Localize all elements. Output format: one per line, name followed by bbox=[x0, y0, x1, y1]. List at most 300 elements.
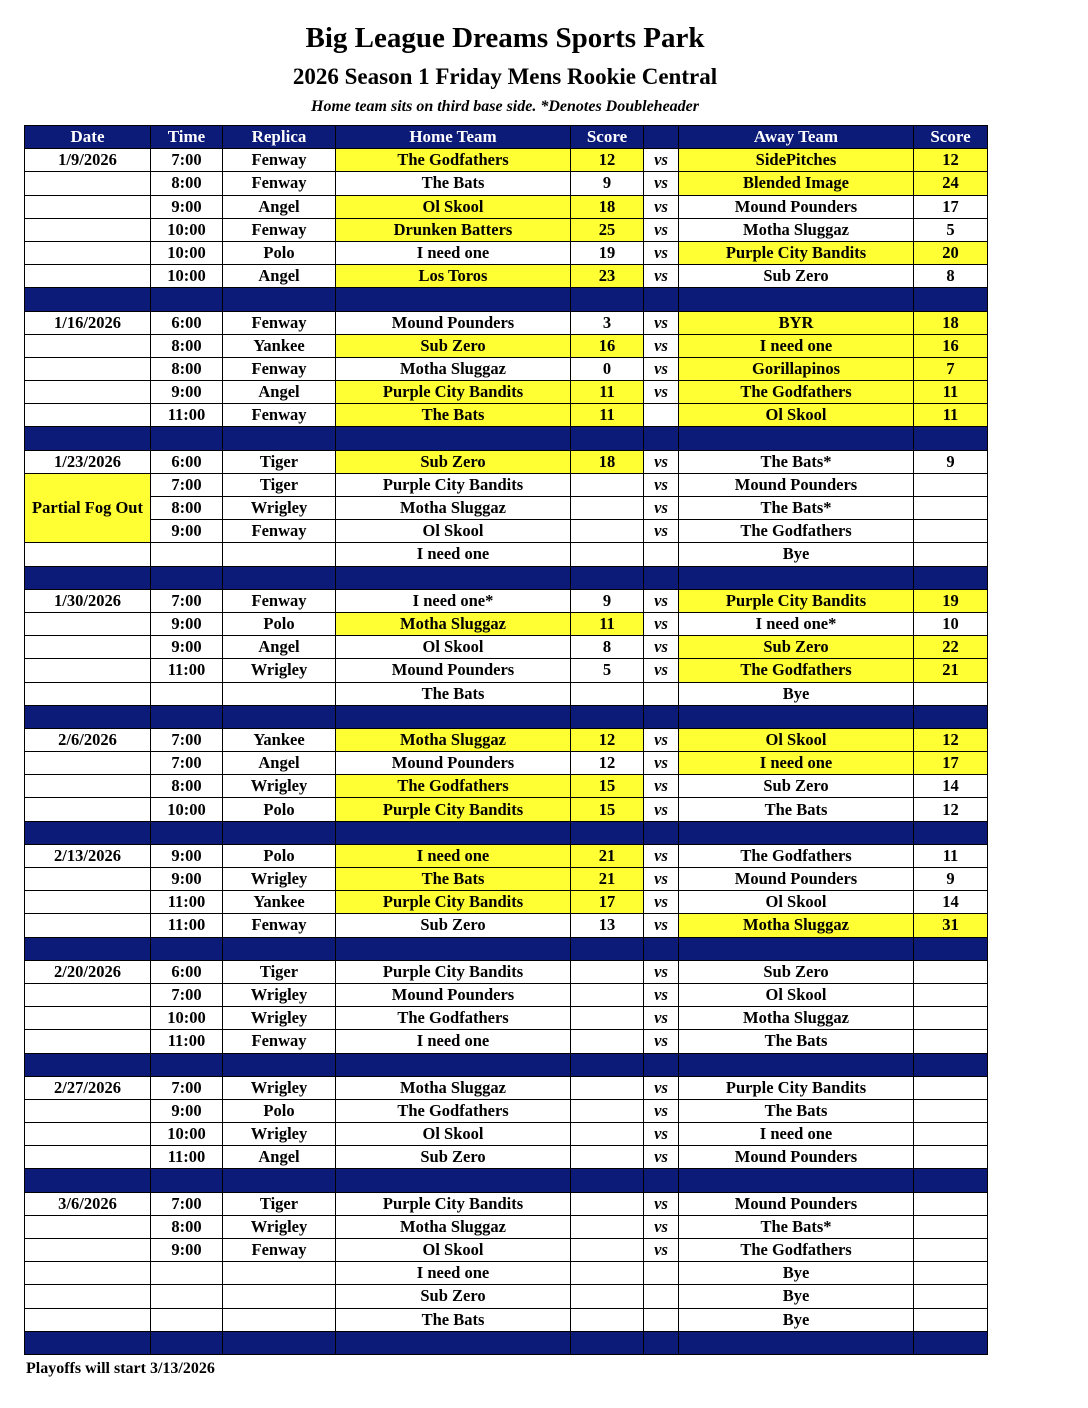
game-field: Fenway bbox=[223, 1030, 336, 1053]
game-time: 11:00 bbox=[151, 914, 223, 937]
game-date-empty bbox=[25, 1030, 151, 1053]
game-time: 7:00 bbox=[151, 752, 223, 775]
game-time: 9:00 bbox=[151, 520, 223, 543]
game-time: 9:00 bbox=[151, 381, 223, 404]
away-team: I need one bbox=[679, 1123, 914, 1146]
versus bbox=[644, 682, 679, 705]
away-team: The Bats bbox=[679, 798, 914, 821]
separator-cell bbox=[151, 1169, 223, 1192]
versus: vs bbox=[644, 960, 679, 983]
home-score: 12 bbox=[571, 752, 644, 775]
game-field bbox=[223, 1262, 336, 1285]
separator-cell bbox=[336, 1053, 571, 1076]
separator-cell bbox=[679, 705, 914, 728]
separator-cell bbox=[679, 566, 914, 589]
separator-cell bbox=[336, 288, 571, 311]
home-score: 11 bbox=[571, 381, 644, 404]
away-team: Motha Sluggaz bbox=[679, 1007, 914, 1030]
game-field: Polo bbox=[223, 1099, 336, 1122]
separator-cell bbox=[571, 1169, 644, 1192]
home-team: Motha Sluggaz bbox=[336, 1215, 571, 1238]
game-time: 9:00 bbox=[151, 844, 223, 867]
separator-cell bbox=[25, 1053, 151, 1076]
game-field: Wrigley bbox=[223, 1076, 336, 1099]
game-date-empty bbox=[25, 404, 151, 427]
game-time: 8:00 bbox=[151, 334, 223, 357]
table-row bbox=[25, 612, 988, 635]
separator-cell bbox=[914, 427, 988, 450]
away-team: I need one bbox=[679, 334, 914, 357]
game-date: 2/13/2026 bbox=[25, 844, 151, 867]
game-date: 2/20/2026 bbox=[25, 960, 151, 983]
separator-cell bbox=[571, 288, 644, 311]
game-field: Fenway bbox=[223, 914, 336, 937]
table-row bbox=[25, 1007, 988, 1030]
away-score bbox=[914, 682, 988, 705]
away-score bbox=[914, 1146, 988, 1169]
away-team: Sub Zero bbox=[679, 960, 914, 983]
game-date-empty bbox=[25, 636, 151, 659]
game-date-empty bbox=[25, 682, 151, 705]
versus: vs bbox=[644, 891, 679, 914]
game-date-empty bbox=[25, 775, 151, 798]
game-time bbox=[151, 682, 223, 705]
home-team: Mound Pounders bbox=[336, 752, 571, 775]
away-score: 16 bbox=[914, 334, 988, 357]
away-score bbox=[914, 960, 988, 983]
versus: vs bbox=[644, 450, 679, 473]
week-separator bbox=[25, 566, 988, 589]
separator-cell bbox=[914, 566, 988, 589]
separator-cell bbox=[644, 705, 679, 728]
home-team: I need one* bbox=[336, 589, 571, 612]
home-team: Purple City Bandits bbox=[336, 381, 571, 404]
home-team: Drunken Batters bbox=[336, 218, 571, 241]
home-score: 15 bbox=[571, 775, 644, 798]
away-score: 12 bbox=[914, 149, 988, 172]
separator-cell bbox=[644, 1053, 679, 1076]
game-field: Polo bbox=[223, 844, 336, 867]
versus: vs bbox=[644, 241, 679, 264]
separator-cell bbox=[914, 821, 988, 844]
away-score bbox=[914, 1262, 988, 1285]
col-away-team-header: Away Team bbox=[679, 126, 914, 149]
table-row bbox=[25, 960, 988, 983]
separator-cell bbox=[644, 1331, 679, 1354]
table-row bbox=[25, 357, 988, 380]
versus: vs bbox=[644, 589, 679, 612]
home-team: I need one bbox=[336, 1262, 571, 1285]
home-team: Purple City Bandits bbox=[336, 473, 571, 496]
game-field: Fenway bbox=[223, 404, 336, 427]
game-time: 7:00 bbox=[151, 149, 223, 172]
game-date-empty bbox=[25, 914, 151, 937]
table-header-row bbox=[25, 126, 988, 149]
separator-cell bbox=[223, 821, 336, 844]
home-team: Sub Zero bbox=[336, 1146, 571, 1169]
game-date: 1/9/2026 bbox=[25, 149, 151, 172]
away-team: The Godfathers bbox=[679, 844, 914, 867]
home-team: The Godfathers bbox=[336, 149, 571, 172]
separator-cell bbox=[223, 705, 336, 728]
game-date-empty bbox=[25, 983, 151, 1006]
page-subtitle: 2026 Season 1 Friday Mens Rookie Central bbox=[292, 64, 718, 89]
home-team: Sub Zero bbox=[336, 1285, 571, 1308]
home-team: I need one bbox=[336, 241, 571, 264]
versus: vs bbox=[644, 983, 679, 1006]
game-date-empty bbox=[25, 1007, 151, 1030]
home-team: The Godfathers bbox=[336, 775, 571, 798]
home-team: The Bats bbox=[336, 404, 571, 427]
home-team: Sub Zero bbox=[336, 334, 571, 357]
home-team: Motha Sluggaz bbox=[336, 497, 571, 520]
game-field: Polo bbox=[223, 798, 336, 821]
separator-cell bbox=[914, 1053, 988, 1076]
away-team: The Bats* bbox=[679, 497, 914, 520]
separator-cell bbox=[151, 427, 223, 450]
away-score bbox=[914, 1239, 988, 1262]
game-field: Wrigley bbox=[223, 775, 336, 798]
game-field bbox=[223, 543, 336, 566]
game-field: Polo bbox=[223, 612, 336, 635]
table-row bbox=[25, 1123, 988, 1146]
away-team: The Godfathers bbox=[679, 1239, 914, 1262]
table-row bbox=[25, 775, 988, 798]
away-team: The Godfathers bbox=[679, 520, 914, 543]
game-field: Wrigley bbox=[223, 1215, 336, 1238]
away-score bbox=[914, 520, 988, 543]
game-time: 6:00 bbox=[151, 960, 223, 983]
schedule-note: Home team sits on third base side. *Denotes Doubleheader bbox=[311, 98, 699, 115]
table-row bbox=[25, 450, 988, 473]
home-team: Sub Zero bbox=[336, 914, 571, 937]
game-field: Wrigley bbox=[223, 868, 336, 891]
week-separator bbox=[25, 1053, 988, 1076]
away-team: Sub Zero bbox=[679, 636, 914, 659]
separator-cell bbox=[336, 937, 571, 960]
game-date-empty bbox=[25, 798, 151, 821]
game-field: Fenway bbox=[223, 357, 336, 380]
table-row bbox=[25, 218, 988, 241]
table-row bbox=[25, 983, 988, 1006]
home-team: Motha Sluggaz bbox=[336, 357, 571, 380]
away-score: 11 bbox=[914, 381, 988, 404]
game-date-empty bbox=[25, 1123, 151, 1146]
week-note: Partial Fog Out bbox=[25, 473, 151, 543]
game-date-empty bbox=[25, 659, 151, 682]
away-team: Gorillapinos bbox=[679, 357, 914, 380]
game-date-empty bbox=[25, 265, 151, 288]
away-score: 11 bbox=[914, 404, 988, 427]
separator-cell bbox=[151, 1331, 223, 1354]
separator-cell bbox=[914, 705, 988, 728]
away-team: Mound Pounders bbox=[679, 1146, 914, 1169]
away-score bbox=[914, 1030, 988, 1053]
game-date-empty bbox=[25, 752, 151, 775]
away-score: 12 bbox=[914, 798, 988, 821]
home-team: Purple City Bandits bbox=[336, 1192, 571, 1215]
game-time bbox=[151, 1262, 223, 1285]
home-score: 25 bbox=[571, 218, 644, 241]
separator-cell bbox=[914, 288, 988, 311]
col-time-header: Time bbox=[151, 126, 223, 149]
away-team: Mound Pounders bbox=[679, 1192, 914, 1215]
away-team: The Bats bbox=[679, 1099, 914, 1122]
home-team: The Bats bbox=[336, 1308, 571, 1331]
schedule-table bbox=[24, 125, 988, 1355]
col-date-header: Date bbox=[25, 126, 151, 149]
separator-cell bbox=[571, 821, 644, 844]
away-team: The Godfathers bbox=[679, 659, 914, 682]
home-team: Sub Zero bbox=[336, 450, 571, 473]
away-team: Mound Pounders bbox=[679, 473, 914, 496]
separator-cell bbox=[336, 821, 571, 844]
separator-cell bbox=[571, 937, 644, 960]
home-score bbox=[571, 1215, 644, 1238]
versus: vs bbox=[644, 265, 679, 288]
home-team: Purple City Bandits bbox=[336, 891, 571, 914]
game-field: Tiger bbox=[223, 473, 336, 496]
separator-cell bbox=[336, 427, 571, 450]
home-team: Purple City Bandits bbox=[336, 798, 571, 821]
table-row bbox=[25, 798, 988, 821]
col-away-score-header: Score bbox=[914, 126, 988, 149]
game-field: Wrigley bbox=[223, 1007, 336, 1030]
away-team: Sub Zero bbox=[679, 775, 914, 798]
home-team: The Bats bbox=[336, 172, 571, 195]
table-row bbox=[25, 728, 988, 751]
game-time: 11:00 bbox=[151, 1146, 223, 1169]
separator-cell bbox=[571, 1053, 644, 1076]
table-row bbox=[25, 520, 988, 543]
game-time: 9:00 bbox=[151, 1099, 223, 1122]
versus bbox=[644, 404, 679, 427]
game-time: 8:00 bbox=[151, 497, 223, 520]
col-home-score-header: Score bbox=[571, 126, 644, 149]
away-team: SidePitches bbox=[679, 149, 914, 172]
table-row bbox=[25, 1215, 988, 1238]
away-score: 11 bbox=[914, 844, 988, 867]
separator-cell bbox=[151, 705, 223, 728]
game-time: 8:00 bbox=[151, 1215, 223, 1238]
home-score: 3 bbox=[571, 311, 644, 334]
separator-cell bbox=[679, 427, 914, 450]
table-row bbox=[25, 381, 988, 404]
game-date-empty bbox=[25, 1285, 151, 1308]
game-field: Yankee bbox=[223, 334, 336, 357]
versus: vs bbox=[644, 612, 679, 635]
versus: vs bbox=[644, 728, 679, 751]
separator-cell bbox=[571, 427, 644, 450]
away-team: Motha Sluggaz bbox=[679, 914, 914, 937]
versus: vs bbox=[644, 311, 679, 334]
game-date: 1/16/2026 bbox=[25, 311, 151, 334]
home-score bbox=[571, 960, 644, 983]
game-field: Fenway bbox=[223, 520, 336, 543]
away-score bbox=[914, 497, 988, 520]
game-date-empty bbox=[25, 612, 151, 635]
home-score: 9 bbox=[571, 589, 644, 612]
game-field: Angel bbox=[223, 752, 336, 775]
home-score bbox=[571, 520, 644, 543]
away-score: 14 bbox=[914, 775, 988, 798]
away-score: 19 bbox=[914, 589, 988, 612]
home-score bbox=[571, 1192, 644, 1215]
home-team: I need one bbox=[336, 1030, 571, 1053]
away-team: The Godfathers bbox=[679, 381, 914, 404]
game-time: 10:00 bbox=[151, 1007, 223, 1030]
home-score bbox=[571, 682, 644, 705]
away-score bbox=[914, 983, 988, 1006]
separator-cell bbox=[644, 821, 679, 844]
week-separator bbox=[25, 1331, 988, 1354]
away-score bbox=[914, 1308, 988, 1331]
playoffs-note: Playoffs will start 3/13/2026 bbox=[26, 1360, 215, 1377]
versus: vs bbox=[644, 752, 679, 775]
table-row bbox=[25, 1146, 988, 1169]
versus: vs bbox=[644, 172, 679, 195]
home-score: 21 bbox=[571, 844, 644, 867]
game-date: 3/6/2026 bbox=[25, 1192, 151, 1215]
game-field: Angel bbox=[223, 636, 336, 659]
versus: vs bbox=[644, 195, 679, 218]
home-score: 8 bbox=[571, 636, 644, 659]
versus bbox=[644, 1308, 679, 1331]
away-team: Blended Image bbox=[679, 172, 914, 195]
game-time: 8:00 bbox=[151, 775, 223, 798]
away-score: 17 bbox=[914, 195, 988, 218]
home-team: Mound Pounders bbox=[336, 311, 571, 334]
away-team: Bye bbox=[679, 543, 914, 566]
home-team: Ol Skool bbox=[336, 195, 571, 218]
game-time: 10:00 bbox=[151, 265, 223, 288]
away-team: BYR bbox=[679, 311, 914, 334]
schedule-body bbox=[25, 149, 988, 1355]
separator-cell bbox=[25, 705, 151, 728]
separator-cell bbox=[914, 1169, 988, 1192]
away-score bbox=[914, 473, 988, 496]
away-team: I need one bbox=[679, 752, 914, 775]
away-team: Motha Sluggaz bbox=[679, 218, 914, 241]
table-row bbox=[25, 195, 988, 218]
table-row bbox=[25, 543, 988, 566]
game-field bbox=[223, 1308, 336, 1331]
game-time: 9:00 bbox=[151, 868, 223, 891]
game-field: Polo bbox=[223, 241, 336, 264]
separator-cell bbox=[336, 705, 571, 728]
table-row bbox=[25, 149, 988, 172]
table-row bbox=[25, 311, 988, 334]
away-team: Purple City Bandits bbox=[679, 241, 914, 264]
game-date-empty bbox=[25, 195, 151, 218]
away-team: The Bats* bbox=[679, 450, 914, 473]
versus: vs bbox=[644, 1215, 679, 1238]
separator-cell bbox=[223, 1331, 336, 1354]
away-score: 10 bbox=[914, 612, 988, 635]
separator-cell bbox=[679, 937, 914, 960]
game-field: Fenway bbox=[223, 589, 336, 612]
week-separator bbox=[25, 1169, 988, 1192]
away-score: 18 bbox=[914, 311, 988, 334]
away-score: 31 bbox=[914, 914, 988, 937]
table-row bbox=[25, 1308, 988, 1331]
col-vs-header bbox=[644, 126, 679, 149]
versus: vs bbox=[644, 334, 679, 357]
away-score bbox=[914, 1192, 988, 1215]
separator-cell bbox=[25, 288, 151, 311]
versus: vs bbox=[644, 798, 679, 821]
versus: vs bbox=[644, 1030, 679, 1053]
separator-cell bbox=[644, 566, 679, 589]
game-time: 11:00 bbox=[151, 1030, 223, 1053]
versus: vs bbox=[644, 149, 679, 172]
game-field: Tiger bbox=[223, 450, 336, 473]
table-row bbox=[25, 868, 988, 891]
separator-cell bbox=[151, 288, 223, 311]
table-row bbox=[25, 1239, 988, 1262]
versus: vs bbox=[644, 636, 679, 659]
versus: vs bbox=[644, 844, 679, 867]
game-time bbox=[151, 1285, 223, 1308]
versus bbox=[644, 1285, 679, 1308]
separator-cell bbox=[25, 1169, 151, 1192]
home-score: 19 bbox=[571, 241, 644, 264]
separator-cell bbox=[223, 288, 336, 311]
game-date-empty bbox=[25, 1308, 151, 1331]
away-score: 20 bbox=[914, 241, 988, 264]
game-date: 2/27/2026 bbox=[25, 1076, 151, 1099]
home-score bbox=[571, 543, 644, 566]
game-time: 11:00 bbox=[151, 659, 223, 682]
away-score: 7 bbox=[914, 357, 988, 380]
home-score bbox=[571, 1262, 644, 1285]
away-score bbox=[914, 1007, 988, 1030]
home-score: 0 bbox=[571, 357, 644, 380]
game-field: Tiger bbox=[223, 960, 336, 983]
game-time: 11:00 bbox=[151, 891, 223, 914]
table-row bbox=[25, 1076, 988, 1099]
versus bbox=[644, 543, 679, 566]
home-team: I need one bbox=[336, 844, 571, 867]
home-score: 23 bbox=[571, 265, 644, 288]
game-date: 2/6/2026 bbox=[25, 728, 151, 751]
game-field: Wrigley bbox=[223, 659, 336, 682]
away-team: Bye bbox=[679, 682, 914, 705]
home-score: 16 bbox=[571, 334, 644, 357]
game-field: Angel bbox=[223, 1146, 336, 1169]
versus: vs bbox=[644, 1007, 679, 1030]
away-score: 9 bbox=[914, 868, 988, 891]
table-row bbox=[25, 1262, 988, 1285]
game-field: Fenway bbox=[223, 172, 336, 195]
away-team: Ol Skool bbox=[679, 983, 914, 1006]
home-score bbox=[571, 1007, 644, 1030]
game-date-empty bbox=[25, 1262, 151, 1285]
game-date-empty bbox=[25, 381, 151, 404]
home-score bbox=[571, 1239, 644, 1262]
home-score: 18 bbox=[571, 195, 644, 218]
separator-cell bbox=[679, 1169, 914, 1192]
game-date-empty bbox=[25, 218, 151, 241]
table-row bbox=[25, 172, 988, 195]
game-time: 9:00 bbox=[151, 636, 223, 659]
away-score bbox=[914, 1076, 988, 1099]
versus: vs bbox=[644, 520, 679, 543]
game-field: Yankee bbox=[223, 891, 336, 914]
away-score: 9 bbox=[914, 450, 988, 473]
game-field bbox=[223, 682, 336, 705]
separator-cell bbox=[571, 705, 644, 728]
